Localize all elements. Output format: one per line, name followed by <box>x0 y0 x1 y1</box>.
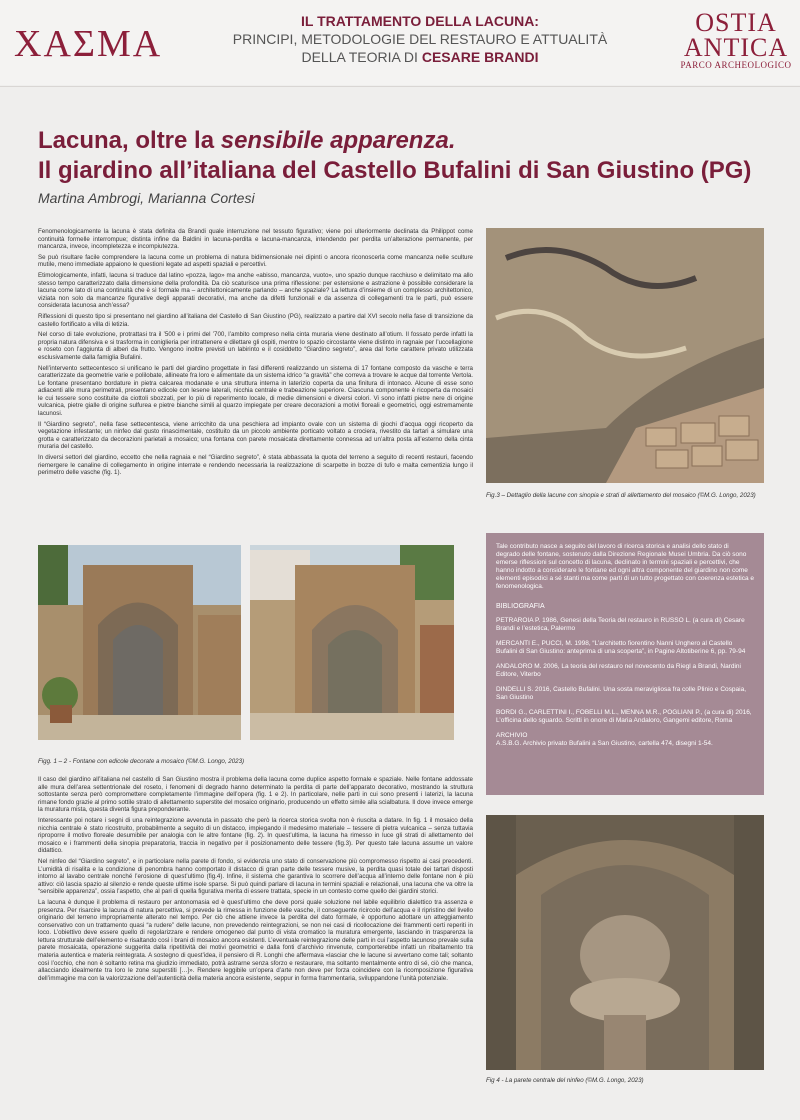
fig4-nymphaeum-photo <box>486 815 764 1070</box>
info-intro: Tale contributo nasce a seguito del lavoro di ricerca storica e analisi dello stato di degrado delle fontane, sostenuto dalla Direzione Regionale Musei Umbria. Da ciò sono emerse riflessioni sul concetto di lacuna, declinato in termini spaziali e percettivi, che hanno indotto a considerare le fontane ed ogni altra componente del giardino non come elementi episodici a sé stanti ma come parti di un tutto progettato con coerenza estetica e fenomenologica. <box>496 543 754 590</box>
fig4-caption: Fig 4 - La parete centrale del ninfeo (©M.G. Longo, 2023) <box>486 1077 644 1084</box>
paragraph: Interessante poi notare i segni di una reintegrazione avvenuta in passato che però la ricerca storica svolta non è riuscita a datare. In fig. 1 il mosaico della nicchia centrale è stato ricostruito, probabilmente a seguito di un distacco, impiegando il medesimo materiale – tessere di pietra vulcanica – senza tuttavia riproporre il motivo floreale desumibile per analogia con le altre fontane (fig. 2). In quest’ultima, la lacuna ha rimesso in luce gli strati di allettamento del mosaico e i frammenti della sinopia preparatoria, traccia in negativo per il posizionamento delle tessere (fig.3). Per questo tale lacuna assume un valore didattico. <box>38 816 473 855</box>
conference-title <box>205 12 635 66</box>
fig12-caption: Figg. 1 – 2 - Fontane con edicole decorate a mosaico (©M.G. Longo, 2023) <box>38 758 245 765</box>
fig3-caption: Fig.3 – Dettaglio della lacune con sinopia e strati di allettamento del mosaico (©M.G. Longo, 2023) <box>486 492 756 499</box>
paragraph: Nel ninfeo del “Giardino segreto”, e in particolare nella parete di fondo, si evidenzia uno stato di conservazione più compromesso rispetto ai casi precedenti. L’umidità di risalita e la condizione di penombra hanno comportato il distacco di gran parte delle tessere musive, la perdita quasi totale dei tartari disposti intorno al lavabo centrale nonché l’erosione di quest’ultimo (fig.4). Infine, il sistema che garantiva lo scorrere dell’acqua all’interno delle fontane non è più attivo: ciò lascia spazio al silenzio e rende queste ultime isole sparse. Si può quindi parlare di lacuna in termini spaziali e relazionali, una lacuna che va oltre la “sensibile apparenza”, ossia l’aspetto, che al pari di quella figurativa merita di essere trattata, specie in un contesto come quello dei giardini storici. <box>38 857 473 896</box>
info-box <box>486 533 764 795</box>
bibliography-title: BIBLIOGRAFIA <box>496 603 545 610</box>
reference-item: MERCANTI E., PUCCI, M. 1998, “L’architetto fiorentino Nanni Ungherо al Castello Bufalini di San Giustino: anteprima di una scoperta”, in Pagine Altotiberine 6, pp. 79-94 <box>496 640 746 655</box>
conference-title-line1: IL TRATTAMENTO DELLA LACUNA: <box>301 13 539 29</box>
reference-item: PETRAROIA P. 1986, Genesi della Teoria del restauro in RUSSO L. (a cura di) Cesare Brandi e l’estetica, Palermo <box>496 617 745 632</box>
paragraph: Nell’intervento settecentesco si unificano le parti del giardino progettate in fasi differenti realizzando un sistema di 17 fontane composto da vasche e terra caratterizzate da geometrie varie e polilobate, allineate fra loro e alimentate da un sistema idrico “a gravità” che correva a trovare le acque dal torrente Vertola. Le fontane presentano bordature in pietra calcarea modanate e una struttura interna in laterizio coperta da una finitura di intonaco. Alcune di esse sono adiacenti alle mura perimetrali, presentano edicole con lesene laterali, nicchia centrale e trabeazione superiore. Ciascuna componente è ricoperta da mosaici le cui tessere sono costituite da ciottoli sbozzati, per lo più di reperimento locale, di medie dimensioni e diversi colori. Vi sono infatti pietre nere di origine vulcanica, pietre gialle di origine sulfurea e pietre bianche simili al quarzo impiegate per creare decorazioni a motivi floreali e geometrici, oggi estremamente lacunosi. <box>38 364 473 418</box>
paragraph: Fenomenologicamente la lacuna è stata definita da Brandi quale interruzione nel tessuto figurativo; viene poi ulteriormente declinata da Philippot come continuità formelle interrompue; distinta infine da Baldini in lacuna-perdita e lacuna-mancanza, intendendo per perdita un’alterazione permanente, per mancanza, invece, incompletezza e incompiutezza. <box>38 228 473 251</box>
conference-title-line3: DELLA TEORIA DI CESARE BRANDI <box>301 49 539 65</box>
paragraph: Etimologicamente, infatti, lacuna si traduce dal latino «pozza, lago» ma anche «abisso, mancanza, vuoto», uno spazio dunque racchiuso e delimitato ma allo stesso tempo caratterizzato dalla dimensione della profondità. Da ciò scaturisce una prima riflessione: per estensione e astrazione è possibile considerare la lacuna come lato di una continuità che è sì formale ma – architettonicamente parlando – anche spaziale? La lettura d’insieme di un complesso architettonico, viziata non solo da mancanze figurative degli apparati decorativi, ma anche da difetti funzionali e da assenza di collegamenti tra le parti, può essere considerata lacunosa anch’essa? <box>38 271 473 310</box>
paragraph: Nel corso di tale evoluzione, protrattasi tra il ’500 e i primi del ’700, l’ambito compreso nella cinta muraria viene destinato all’otium. Il fossato perde infatti la propria natura difensiva e si trasforma in coniglieria per intrattenere e dilettare gli ospiti, mentre lo spazio circostante viene distinto in ragnaie per l’uccellagione e roseto con l’aggiunta di alberi da frutto. Vengono inoltre previsti un labirinto e il cosiddetto “Giardino segreto”, area dal forte carattere privato utilizzata esclusivamente dalla famiglia Bufalini. <box>38 331 473 361</box>
reference-item: DINDELLI S. 2016, Castello Bufalini. Una sosta meravigliosa fra colle Plinio e Cospaia, San Giustino <box>496 686 747 701</box>
fig2-fountain-photo <box>250 545 454 740</box>
body-text-top <box>38 228 473 480</box>
authors: Martina Ambrogi, Marianna Cortesi <box>38 190 255 206</box>
paragraph: La lacuna è dunque il problema di restauro per antonomasia ed è quest’ultimo che deve porsi quale soluzione nel labile equilibrio dialettico tra assenza e presenza. Per risarcire la lacuna di natura percettiva, si prevede la rimessa in funzione delle vasche, il conseguente ricircolo dell’acqua e il ripristino del livello originario del terreno impropriamente alterato nel tempo. Per ciò che attiene invece la perdita del dato formale, è opportuno adottare un atteggiamento conservativo con un trattamento quasi “a rudere” delle lacune, non prevedendo reintegrazioni, se non nei casi di ricollocazione dei frammenti certi reperiti in loco. L’obiettivo deve essere quello di regolarizzare e rendere omogeneo dal punto di vista cromatico la muratura emergente, lasciando in trasparenza la lettura strutturale dell’elemento e risaltando così i brani di mosaico ancora esistenti. L’eventuale reintegrazione delle parti in cui l’aspetto lacunoso prevale sulla parete mosaicata, operazione suggerita dalla ripetitività dei motivi geometrici e dalla fonti d’archivio rinvenute, comporterebbe infatti un ribaltamento tra materia autentica e materia reintegrata. A sostegno di quest’idea, il pensiero di R. Longhi che affermava «lasciar che le lacune si avvertano come tali; soltanto così l’occhio, che non è soltanto retina ma giudizio immediato, potrà astrarne senza sforzo e restaurare, ma soltanto mentalmente entro di sé, ciò che manca, allacciando idealmente tra loro le zone superstiti […]». Rendere leggibile un’opera d’arte non deve per forza coincidere con la ricomposizione figurativa dell’immagine ma con la valorizzazione dell’autenticità della materia ancora esistente, seppur in forma frammentaria, sviluppandone l’unità potenziale. <box>38 898 473 982</box>
paragraph: In diversi settori del giardino, eccetto che nella ragnaia e nel “Giardino segreto”, è stata abbassata la quota del terreno a seguito di recenti restauri, facendo riemergere le canaline di collegamento in origine interrate e rendendo necessaria la realizzazione di scarpette in bozze di tufo e malta cementizia lungo il perimetro delle vasche (fig. 1). <box>38 454 473 477</box>
body-text-bottom <box>38 776 473 985</box>
paragraph: Se può risultare facile comprendere la lacuna come un problema di natura bidimensionale nei dipinti o ancora riconoscerla come mancanza nelle sculture mutile, meno immediate appaiono le questioni legate ad aspetti spaziali e percettivi. <box>38 253 473 269</box>
paper-title: Lacuna, oltre la sensibile apparenza. Il giardino all’italiana del Castello Bufalini di San Giustino (PG) <box>38 127 752 184</box>
reference-item: ANDALORO M. 2006, La teoria del restauro nel novecento da Riegl a Brandi, Nardini Editore, Viterbo <box>496 663 741 678</box>
header-divider <box>0 86 800 87</box>
fig1-fountain-photo <box>38 545 241 740</box>
fig3-mosaic-detail-photo <box>486 228 764 483</box>
paragraph: Il “Giardino segreto”, nella fase settecentesca, viene arricchito da una peschiera ad impianto ovale con un sistema di giochi d’acqua oggi ricoperto da vegetazione infestante; un ninfeo dal gusto rinascimentale, costituito da un piccolo ambiente porticato voltato a crociera, rivestito da tartari a simulare una grotta e caratterizzato da decorazioni parietali a mosaico; una fontana con parete mosaicata direttamente connessa ad un’altra posta all’esterno della cinta muraria del castello. <box>38 420 473 451</box>
paragraph: Riflessioni di questo tipo si presentano nel giardino all’italiana del Castello di San Giustino (PG), realizzato a partire dal XVI secolo nella fase di transizione da castello fortificato a villa di letizia. <box>38 312 473 328</box>
chasma-logo: ΧΑΣΜΑ <box>14 23 163 65</box>
reference-item: BORDI G., CARLETTINI I., FOBELLI M.L., MENNA M.R., POGLIANI P., (a cura di) 2016, L’officina dello sguardo. Scritti in onore di Maria Andaloro, Gangemi editore, Roma <box>496 709 752 724</box>
reference-item: ARCHIVIO A.S.B.G. Archivio privato Bufalini a San Giustino, cartella 474, disegni 1-54. <box>496 732 713 747</box>
paragraph: Il caso del giardino all’italiana nel castello di San Giustino mostra il problema della lacuna come duplice aspetto formale e spaziale. Nelle fontane addossate alle mura dell’area settentrionale del roseto, i fenomeni di degrado hanno determinato la perdita di parte dell’apparato decorativo, mostrando la struttura sottostante senza però compromettere completamente l’immagine dell’opera (fig. 1 e 2). In particolare, nelle parti in cui sono presenti i laterizi, la lacuna rimane fondo grazie al primo sottile strato di allettamento superstite del mosaico originario, producendo un effetto simile alla scialbatura. Il dove invece emerge la muratura mista, questa diventa figura preponderante. <box>38 776 473 814</box>
conference-title-line2: PRINCIPI, METODOLOGIE DEL RESTAURO E ATTUALITÀ <box>232 31 608 47</box>
reference-list <box>496 617 754 748</box>
ostia-antica-logo: OSTIA ANTICA PARCO ARCHEOLOGICO <box>680 8 792 70</box>
